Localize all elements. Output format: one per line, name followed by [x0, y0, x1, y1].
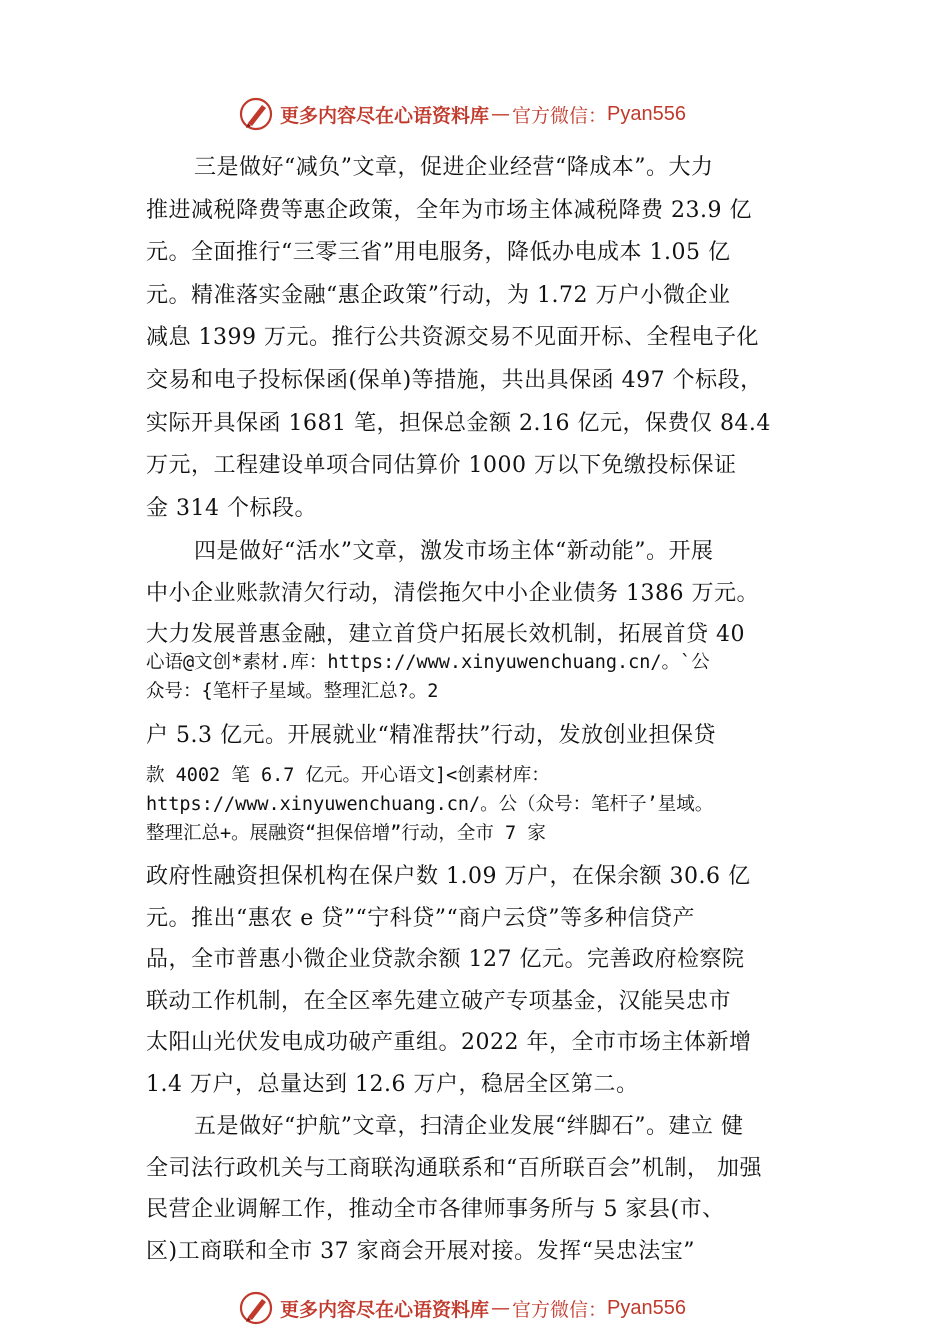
paragraph-line: 五是做好“护航”文章，扫清企业发展“绊脚石”。建立 健	[194, 1114, 744, 1139]
watermark-line: 款 4002 笔 6.7 亿元。开心语文]<创素材库：	[146, 765, 550, 786]
paragraph-line: 金 314 个标段。	[146, 496, 317, 521]
watermark-line: 整理汇总+。展融资“担保倍增”行动，全市 7 家	[146, 823, 546, 844]
paragraph-line: 推进减税降费等惠企政策，全年为市场主体减税降费 23.9 亿	[146, 198, 752, 223]
paragraph-line: 民营企业调解工作，推动全市各律师事务所与 5 家县(市、	[146, 1197, 725, 1222]
paragraph-line: 中小企业账款清欠行动，清偿拖欠中小企业债务 1386 万元。	[146, 581, 759, 606]
pen-logo-icon	[238, 1290, 274, 1326]
header-banner	[238, 94, 758, 134]
paragraph-line: 实际开具保函 1681 笔，担保总金额 2.16 亿元，保费仅 84.4	[146, 411, 771, 436]
paragraph-line: 户 5.3 亿元。开展就业“精准帮扶”行动，发放创业担保贷	[146, 723, 716, 748]
banner-wechat-label: 官方微信：	[512, 104, 608, 127]
banner-wechat-id: Pyan556	[607, 102, 686, 125]
paragraph-line: 政府性融资担保机构在保户数 1.09 万户，在保余额 30.6 亿	[146, 864, 751, 889]
watermark-line: 心语@文创*素材.库：https://www.xinyuwenchuang.cn/。`公	[146, 652, 710, 673]
paragraph-line: 1.4 万户，总量达到 12.6 万户，稳居全区第二。	[146, 1072, 639, 1097]
banner-title: 更多内容尽在心语资料库	[280, 104, 490, 127]
banner-dash: —	[491, 103, 511, 125]
banner-wechat-id: Pyan556	[607, 1296, 686, 1319]
paragraph-line: 全司法行政机关与工商联沟通联系和“百所联百会”机制， 加强	[146, 1156, 762, 1181]
pen-logo-icon	[238, 96, 274, 132]
paragraph-line: 元。推出“惠农 e 贷”“宁科贷”“商户云贷”等多种信贷产	[146, 906, 695, 931]
footer-banner	[238, 1288, 758, 1328]
banner-title: 更多内容尽在心语资料库	[280, 1298, 490, 1321]
banner-wechat-label: 官方微信：	[512, 1298, 608, 1321]
paragraph-line: 元。全面推行“三零三省”用电服务，降低办电成本 1.05 亿	[146, 240, 731, 265]
paragraph-line: 万元，工程建设单项合同估算价 1000 万以下免缴投标保证	[146, 453, 737, 478]
watermark-line: https://www.xinyuwenchuang.cn/。公（众号：笔杆子’星域。	[146, 794, 714, 815]
paragraph-line: 太阳山光伏发电成功破产重组。2022 年，全市市场主体新增	[146, 1030, 752, 1055]
paragraph-line: 品，全市普惠小微企业贷款余额 127 亿元。完善政府检察院	[146, 947, 745, 972]
paragraph-line: 元。精准落实金融“惠企政策”行动，为 1.72 万户小微企业	[146, 283, 731, 308]
paragraph-line: 大力发展普惠金融，建立首贷户拓展长效机制，拓展首贷 40	[146, 622, 745, 647]
paragraph-line: 减息 1399 万元。推行公共资源交易不见面开标、全程电子化	[146, 325, 759, 350]
paragraph-line: 交易和电子投标保函(保单)等措施，共出具保函 497 个标段，	[146, 368, 763, 393]
paragraph-line: 区)工商联和全市 37 家商会开展对接。发挥“吴忠法宝”	[146, 1239, 696, 1264]
paragraph-line: 四是做好“活水”文章，激发市场主体“新动能”。开展	[194, 539, 714, 564]
banner-dash: —	[491, 1297, 511, 1319]
paragraph-line: 三是做好“减负”文章，促进企业经营“降成本”。大力	[194, 155, 714, 180]
watermark-line: 众号：{笔杆子星域。整理汇总?。2	[146, 681, 439, 702]
paragraph-line: 联动工作机制，在全区率先建立破产专项基金，汉能吴忠市	[146, 989, 732, 1014]
